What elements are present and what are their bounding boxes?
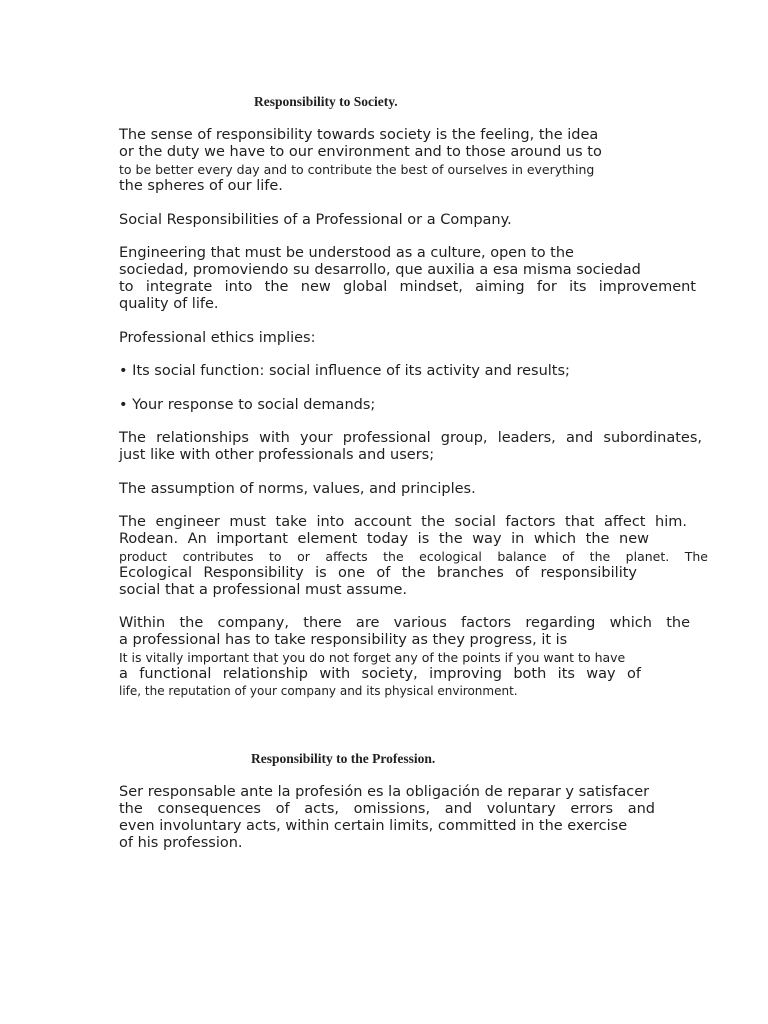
text-line: The assumption of norms, values, and principles.	[119, 481, 476, 497]
text-line: • Its social function: social influence of its activity and results;	[119, 363, 570, 379]
text-line: Ser responsable ante la profesión es la obligación de reparar y satisfacer	[119, 784, 650, 800]
paragraph-professional-ethics	[119, 330, 709, 347]
text-line: social that a professional must assume.	[119, 582, 407, 598]
text-line: or the duty we have to our environment and to those around us to	[119, 144, 602, 160]
text-line: quality of life.	[119, 296, 219, 312]
text-line: • Your response to social demands;	[119, 397, 376, 413]
text-line: life, the reputation of your company and its physical environment.	[119, 684, 518, 698]
text-line: Engineering that must be understood as a culture, open to the	[119, 245, 574, 261]
text-line: Ecological Responsibility is one of the branches of responsibility	[119, 565, 637, 581]
text-line: Social Responsibilities of a Professional or a Company.	[119, 212, 512, 228]
paragraph-company-factors	[119, 615, 709, 700]
paragraph-engineer-social-factors	[119, 514, 709, 599]
text-line: the consequences of acts, omissions, and voluntary errors and	[119, 801, 655, 817]
bullet-social-demands	[119, 397, 709, 414]
text-line: The relationships with your professional group, leaders, and subordinates,	[119, 430, 702, 446]
text-line: product contributes to or affects the ecological balance of the planet. The	[119, 549, 708, 564]
paragraph-norms-values	[119, 481, 709, 498]
section-heading-society: Responsibility to Society.	[254, 94, 398, 109]
text-line: Professional ethics implies:	[119, 330, 316, 346]
text-line: to be better every day and to contribute the best of ourselves in everything	[119, 162, 595, 177]
text-line: even involuntary acts, within certain limits, committed in the exercise	[119, 818, 628, 834]
text-line: Rodean. An important element today is the way in which the new	[119, 531, 649, 547]
text-line: Within the company, there are various factors regarding which the	[119, 615, 690, 631]
text-line: to integrate into the new global mindset, aiming for its improvement	[119, 279, 696, 295]
text-line: The sense of responsibility towards society is the feeling, the idea	[119, 127, 599, 143]
text-line: of his profession.	[119, 835, 243, 851]
section-heading-profession: Responsibility to the Profession.	[251, 751, 436, 766]
paragraph-relationships	[119, 430, 702, 464]
text-line: a professional has to take responsibility as they progress, it is	[119, 632, 568, 648]
text-line: the spheres of our life.	[119, 178, 283, 194]
text-line: a functional relationship with society, improving both its way of	[119, 666, 641, 682]
paragraph-profession-obligation	[119, 784, 709, 852]
paragraph-engineering-culture	[119, 245, 696, 313]
text-line: It is vitally important that you do not forget any of the points if you want to have	[119, 650, 626, 665]
text-line: The engineer must take into account the social factors that affect him.	[119, 514, 687, 530]
bullet-social-function	[119, 363, 709, 380]
text-line: sociedad, promoviendo su desarrollo, que auxilia a esa misma sociedad	[119, 262, 641, 278]
text-line: just like with other professionals and users;	[119, 447, 435, 463]
paragraph-society-intro	[119, 127, 709, 195]
paragraph-social-responsibilities	[119, 212, 709, 229]
